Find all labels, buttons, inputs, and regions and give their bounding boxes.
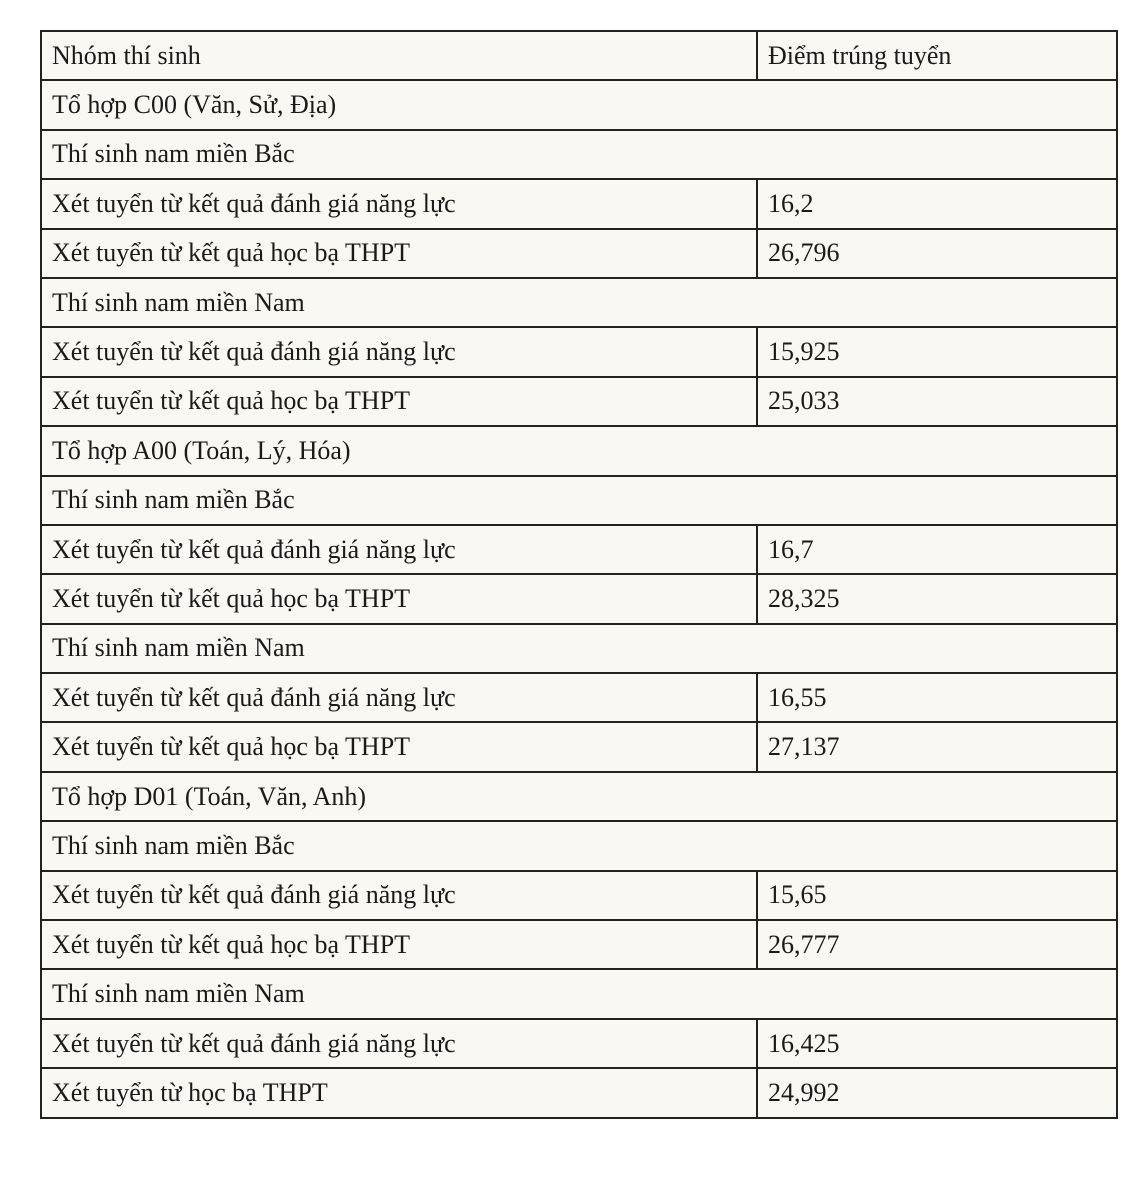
section-label: Thí sinh nam miền Bắc <box>41 476 1117 525</box>
table-row <box>41 229 1117 278</box>
header-group: Nhóm thí sinh <box>41 31 757 80</box>
table-row <box>41 920 1117 969</box>
section-row <box>41 80 1117 129</box>
row-label: Xét tuyển từ kết quả học bạ THPT <box>41 574 757 623</box>
section-row <box>41 969 1117 1018</box>
section-row <box>41 476 1117 525</box>
row-score: 16,7 <box>757 525 1117 574</box>
row-label: Xét tuyển từ học bạ THPT <box>41 1068 757 1117</box>
section-label: Thí sinh nam miền Nam <box>41 278 1117 327</box>
row-label: Xét tuyển từ kết quả học bạ THPT <box>41 722 757 771</box>
section-label: Thí sinh nam miền Nam <box>41 624 1117 673</box>
header-score: Điểm trúng tuyển <box>757 31 1117 80</box>
table-row <box>41 673 1117 722</box>
admission-scores-table <box>40 30 1118 1119</box>
row-score: 15,925 <box>757 327 1117 376</box>
row-label: Xét tuyển từ kết quả học bạ THPT <box>41 377 757 426</box>
section-row <box>41 821 1117 870</box>
table-row <box>41 722 1117 771</box>
row-label: Xét tuyển từ kết quả đánh giá năng lực <box>41 871 757 920</box>
section-label: Tổ hợp D01 (Toán, Văn, Anh) <box>41 772 1117 821</box>
section-row <box>41 426 1117 475</box>
table-row <box>41 525 1117 574</box>
row-label: Xét tuyển từ kết quả đánh giá năng lực <box>41 1019 757 1068</box>
row-score: 28,325 <box>757 574 1117 623</box>
row-score: 25,033 <box>757 377 1117 426</box>
row-score: 26,777 <box>757 920 1117 969</box>
section-row <box>41 130 1117 179</box>
table-header-row <box>41 31 1117 80</box>
section-row <box>41 278 1117 327</box>
section-row <box>41 772 1117 821</box>
section-label: Tổ hợp C00 (Văn, Sử, Địa) <box>41 80 1117 129</box>
table-row <box>41 1068 1117 1117</box>
table-row <box>41 871 1117 920</box>
table-row <box>41 327 1117 376</box>
table-row <box>41 377 1117 426</box>
section-label: Thí sinh nam miền Nam <box>41 969 1117 1018</box>
section-row <box>41 624 1117 673</box>
row-score: 16,425 <box>757 1019 1117 1068</box>
row-score: 26,796 <box>757 229 1117 278</box>
table-row <box>41 179 1117 228</box>
row-score: 16,55 <box>757 673 1117 722</box>
table-row <box>41 1019 1117 1068</box>
row-label: Xét tuyển từ kết quả học bạ THPT <box>41 920 757 969</box>
row-label: Xét tuyển từ kết quả học bạ THPT <box>41 229 757 278</box>
row-score: 24,992 <box>757 1068 1117 1117</box>
section-label: Tổ hợp A00 (Toán, Lý, Hóa) <box>41 426 1117 475</box>
section-label: Thí sinh nam miền Bắc <box>41 821 1117 870</box>
table-row <box>41 574 1117 623</box>
row-label: Xét tuyển từ kết quả đánh giá năng lực <box>41 327 757 376</box>
row-score: 15,65 <box>757 871 1117 920</box>
row-label: Xét tuyển từ kết quả đánh giá năng lực <box>41 179 757 228</box>
row-score: 27,137 <box>757 722 1117 771</box>
row-score: 16,2 <box>757 179 1117 228</box>
row-label: Xét tuyển từ kết quả đánh giá năng lực <box>41 525 757 574</box>
row-label: Xét tuyển từ kết quả đánh giá năng lực <box>41 673 757 722</box>
section-label: Thí sinh nam miền Bắc <box>41 130 1117 179</box>
